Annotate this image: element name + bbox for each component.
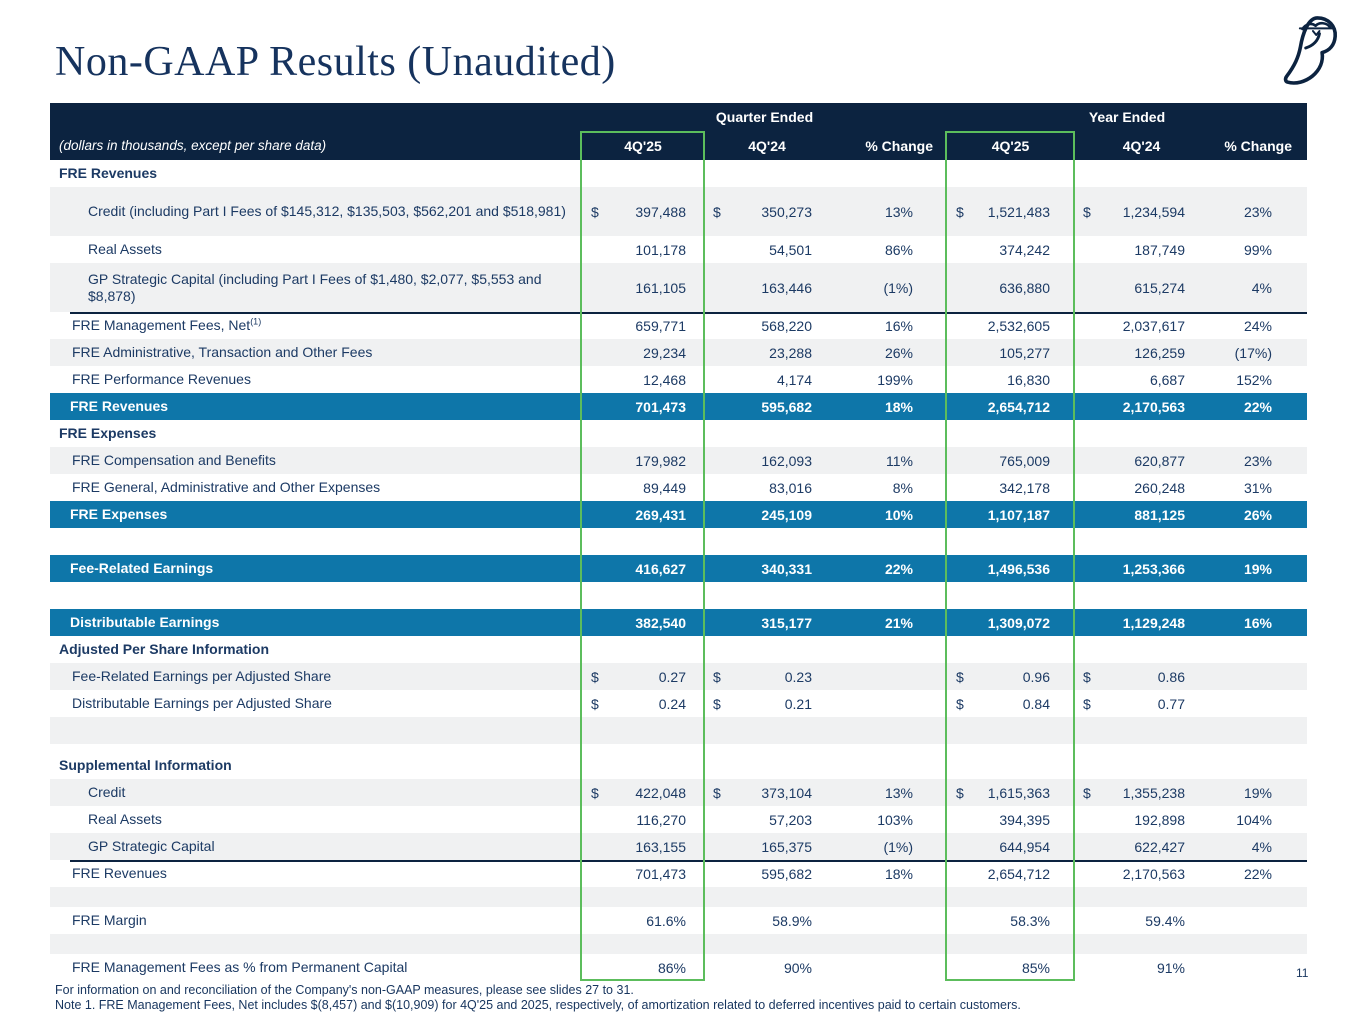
cell-y24: 622,427 (1134, 838, 1185, 855)
column-header-y-change: % Change (1224, 137, 1292, 154)
row-label (50, 941, 582, 947)
cell-qchg: (1%) (883, 279, 913, 296)
section-header-row (50, 160, 1307, 187)
table-row (50, 833, 1307, 860)
cell-y24: 1,355,238 $ (1083, 784, 1185, 801)
row-label (50, 539, 582, 545)
row-label: Fee-Related Earnings per Adjusted Share (72, 668, 332, 685)
cell-q25: 659,771 (635, 317, 686, 334)
cell-y25: 0.84 $ (956, 695, 1050, 712)
cell-q24: 57,203 (769, 811, 812, 828)
cell-ychg: 99% (1243, 241, 1272, 258)
section-header-row (50, 752, 1307, 779)
row-label: Real Assets (88, 811, 162, 828)
dollar-sign: $ (956, 695, 964, 712)
cell-q25: 89,449 (643, 479, 686, 496)
cell-q24: 163,446 (761, 279, 812, 296)
cell-y24: 91% (1156, 959, 1185, 976)
footnote-reconciliation: For information on and reconciliation of the Company's non-GAAP measures, please see slides 27 to 31. (55, 983, 634, 997)
cell-qchg: 22% (884, 560, 913, 577)
cell-y24: 2,037,617 (1122, 317, 1185, 334)
row-label: FRE Expenses (70, 506, 168, 523)
section-header-row (50, 420, 1307, 447)
cell-q25: 382,540 (635, 614, 686, 631)
cell-q25: 101,178 (635, 241, 686, 258)
spacer-row (50, 934, 1307, 954)
column-header-y-4q24: 4Q'24 (1122, 137, 1161, 154)
table-row (50, 339, 1307, 366)
results-table (50, 103, 1307, 981)
units-note: (dollars in thousands, except per share data) (59, 138, 327, 153)
cell-qchg: 10% (884, 506, 913, 523)
cell-y25: 0.96 $ (956, 668, 1050, 685)
row-label: FRE Performance Revenues (72, 371, 251, 388)
cell-y25: 2,654,712 (987, 865, 1050, 882)
dollar-sign: $ (956, 203, 964, 220)
total-row (50, 393, 1307, 420)
table-row (50, 312, 1307, 339)
cell-q25: 422,048 $ (591, 784, 686, 801)
cell-qchg: 18% (884, 398, 913, 415)
cell-q25: 269,431 (635, 506, 686, 523)
cell-ychg: 152% (1236, 371, 1272, 388)
cell-q25: 179,982 (635, 452, 686, 469)
cell-y25: 342,178 (999, 479, 1050, 496)
row-label (50, 745, 582, 751)
row-label: Adjusted Per Share Information (59, 641, 270, 658)
cell-ychg: 4% (1251, 279, 1272, 296)
total-row (50, 501, 1307, 528)
cell-y24: 2,170,563 (1122, 398, 1185, 415)
cell-ychg: (17%) (1234, 344, 1272, 361)
row-label: FRE Administrative, Transaction and Other Fees (72, 344, 373, 361)
cell-qchg: 11% (886, 452, 913, 469)
cell-y25: 1,521,483 $ (956, 203, 1050, 220)
column-header-q-4q24: 4Q'24 (748, 137, 786, 154)
row-label: Distributable Earnings (70, 614, 220, 631)
column-header-q-4q25: 4Q'25 (624, 137, 662, 154)
table-row (50, 907, 1307, 934)
cell-q24: 0.23 $ (713, 668, 812, 685)
table-row (50, 263, 1307, 312)
row-label: FRE Management Fees, Net$^{(1)}$ (72, 316, 262, 334)
cell-y25: 58.3% (1010, 912, 1050, 929)
cell-q24: 23,288 (769, 344, 812, 361)
cell-q24: 162,093 (761, 452, 812, 469)
cell-y24: 615,274 (1134, 279, 1185, 296)
cell-y25: 1,107,187 (987, 506, 1050, 523)
dollar-sign: $ (1083, 695, 1091, 712)
cell-q24: 315,177 (761, 614, 812, 631)
group-header-quarter-ended: Quarter Ended (715, 109, 814, 125)
row-label: Real Assets (88, 241, 162, 258)
row-label: GP Strategic Capital (88, 838, 215, 855)
cell-y25: 374,242 (999, 241, 1050, 258)
cell-qchg: 26% (884, 344, 913, 361)
spacer-row (50, 887, 1307, 907)
cell-q24: 568,220 (761, 317, 812, 334)
cell-q24: 245,109 (761, 506, 812, 523)
spacer-row (50, 582, 1307, 609)
cell-q25: 12,468 (643, 371, 686, 388)
cell-y25: 394,395 (999, 811, 1050, 828)
cell-y24: 126,259 (1134, 344, 1185, 361)
cell-q25: 161,105 (635, 279, 686, 296)
cell-y25: 644,954 (999, 838, 1050, 855)
table-row (50, 690, 1307, 717)
cell-y25: 1,309,072 (987, 614, 1050, 631)
dollar-sign: $ (591, 784, 599, 801)
footnote-note-1: Note 1. FRE Management Fees, Net includes $(8,457) and $(10,909) for 4Q'25 and 2025, respectively, of amortization related to deferred incentives paid to certain customers. (55, 998, 1021, 1012)
cell-ychg: 31% (1243, 479, 1272, 496)
cell-ychg: 24% (1243, 317, 1272, 334)
dollar-sign: $ (956, 668, 964, 685)
cell-ychg: 22% (1243, 398, 1272, 415)
cell-y24: 187,749 (1134, 241, 1185, 258)
row-label (50, 894, 582, 900)
table-row (50, 366, 1307, 393)
total-row (50, 609, 1307, 636)
cell-q25: 416,627 (635, 560, 686, 577)
row-label: FRE Revenues (72, 865, 167, 882)
cell-y24: 1,253,366 (1122, 560, 1185, 577)
table-row (50, 779, 1307, 806)
cell-y24: 881,125 (1134, 506, 1185, 523)
cell-y25: 85% (1021, 959, 1050, 976)
table-row (50, 860, 1307, 887)
table-row (50, 806, 1307, 833)
cell-ychg: 26% (1243, 506, 1272, 523)
cell-q24: 0.21 $ (713, 695, 812, 712)
total-row (50, 555, 1307, 582)
cell-y25: 16,830 (1007, 371, 1050, 388)
cell-q24: 165,375 (761, 838, 812, 855)
row-label: FRE Revenues (59, 165, 158, 182)
cell-q25: 116,270 (636, 811, 686, 828)
row-label: FRE Revenues (70, 398, 169, 415)
row-label (50, 593, 582, 599)
group-header-year-ended: Year Ended (1088, 109, 1166, 125)
cell-qchg: 103% (877, 811, 913, 828)
cell-y24: 0.77 $ (1083, 695, 1185, 712)
spacer-row (50, 717, 1307, 744)
cell-q25: 163,155 (635, 838, 686, 855)
cell-y25: 636,880 (999, 279, 1050, 296)
cell-y25: 2,532,605 (987, 317, 1050, 334)
table-row (50, 236, 1307, 263)
dollar-sign: $ (1083, 203, 1091, 220)
cell-y25: 1,615,363 $ (956, 784, 1050, 801)
cell-y24: 2,170,563 (1122, 865, 1185, 882)
cell-qchg: 8% (892, 479, 913, 496)
dollar-sign: $ (591, 695, 599, 712)
row-label: FRE Management Fees as % from Permanent Capital (72, 959, 408, 976)
cell-q24: 595,682 (761, 398, 812, 415)
spacer-row (50, 744, 1307, 752)
spacer-row (50, 528, 1307, 555)
dollar-sign: $ (1083, 668, 1091, 685)
cell-q25: 61.6% (646, 912, 686, 929)
cell-y25: 765,009 (999, 452, 1050, 469)
cell-ychg: 22% (1243, 865, 1272, 882)
footnotes (55, 983, 1021, 1013)
table-row (50, 447, 1307, 474)
cell-q25: 86% (657, 959, 686, 976)
cell-q24: 350,273 $ (713, 203, 812, 220)
row-label (50, 728, 582, 734)
dollar-sign: $ (956, 784, 964, 801)
dollar-sign: $ (713, 784, 721, 801)
dollar-sign: $ (591, 668, 599, 685)
blue-owl-logo-icon (1276, 14, 1342, 86)
dollar-sign: $ (713, 203, 721, 220)
cell-qchg: 86% (884, 241, 913, 258)
dollar-sign: $ (713, 695, 721, 712)
cell-y24: 1,234,594 $ (1083, 203, 1185, 220)
cell-q24: 373,104 $ (713, 784, 812, 801)
cell-qchg: 16% (884, 317, 913, 334)
cell-q25: 0.27 $ (591, 668, 686, 685)
cell-y24: 1,129,248 (1122, 614, 1185, 631)
cell-q24: 58.9% (772, 912, 812, 929)
cell-q25: 0.24 $ (591, 695, 686, 712)
row-label: Credit (88, 784, 126, 801)
cell-y24: 620,877 (1134, 452, 1185, 469)
cell-qchg: (1%) (883, 838, 913, 855)
row-label: FRE Compensation and Benefits (72, 452, 276, 469)
cell-q24: 595,682 (761, 865, 812, 882)
cell-ychg: 104% (1236, 811, 1272, 828)
table-row (50, 474, 1307, 501)
cell-q24: 54,501 (769, 241, 812, 258)
cell-q25: 701,473 (635, 398, 686, 415)
page-title: Non-GAAP Results (Unaudited) (55, 39, 616, 85)
cell-ychg: 23% (1243, 203, 1272, 220)
cell-q25: 29,234 (643, 344, 686, 361)
table-header (50, 103, 1307, 160)
table-row (50, 954, 1307, 981)
row-label: GP Strategic Capital (including Part I Fees of $1,480, $2,077, $5,553 and $8,878) (88, 271, 542, 304)
dollar-sign: $ (591, 203, 599, 220)
cell-ychg: 23% (1243, 452, 1272, 469)
dollar-sign: $ (713, 668, 721, 685)
cell-q24: 4,174 (776, 371, 812, 388)
cell-y24: 192,898 (1134, 811, 1185, 828)
row-label: Credit (including Part I Fees of $145,312, $135,503, $562,201 and $518,981) (88, 203, 566, 220)
table-row (50, 187, 1307, 236)
cell-qchg: 18% (884, 865, 913, 882)
cell-y25: 1,496,536 (987, 560, 1050, 577)
cell-q24: 83,016 (769, 479, 812, 496)
row-label: Fee-Related Earnings (70, 560, 214, 577)
cell-ychg: 16% (1243, 614, 1272, 631)
cell-q24: 340,331 (761, 560, 812, 577)
cell-qchg: 13% (884, 784, 913, 801)
cell-y25: 105,277 (999, 344, 1050, 361)
column-header-q-change: % Change (865, 137, 933, 154)
row-label: Distributable Earnings per Adjusted Share (72, 695, 332, 712)
dollar-sign: $ (1083, 784, 1091, 801)
cell-y24: 260,248 (1134, 479, 1185, 496)
table-body (50, 160, 1307, 981)
row-label: FRE Margin (72, 912, 147, 929)
cell-ychg: 19% (1243, 560, 1272, 577)
row-label: FRE Expenses (59, 425, 157, 442)
cell-qchg: 199% (877, 371, 913, 388)
page-number: 11 (1296, 966, 1309, 980)
row-label: FRE General, Administrative and Other Expenses (72, 479, 381, 496)
column-header-y-4q25: 4Q'25 (991, 137, 1030, 154)
cell-y25: 2,654,712 (987, 398, 1050, 415)
cell-y24: 6,687 (1149, 371, 1185, 388)
table-row (50, 663, 1307, 690)
cell-ychg: 19% (1243, 784, 1272, 801)
cell-q25: 397,488 $ (591, 203, 686, 220)
row-label: Supplemental Information (59, 757, 232, 774)
cell-y24: 0.86 $ (1083, 668, 1185, 685)
cell-y24: 59.4% (1145, 912, 1185, 929)
cell-ychg: 4% (1251, 838, 1272, 855)
cell-qchg: 13% (884, 203, 913, 220)
cell-q24: 90% (783, 959, 812, 976)
cell-q25: 701,473 (635, 865, 686, 882)
cell-qchg: 21% (884, 614, 913, 631)
section-header-row (50, 636, 1307, 663)
